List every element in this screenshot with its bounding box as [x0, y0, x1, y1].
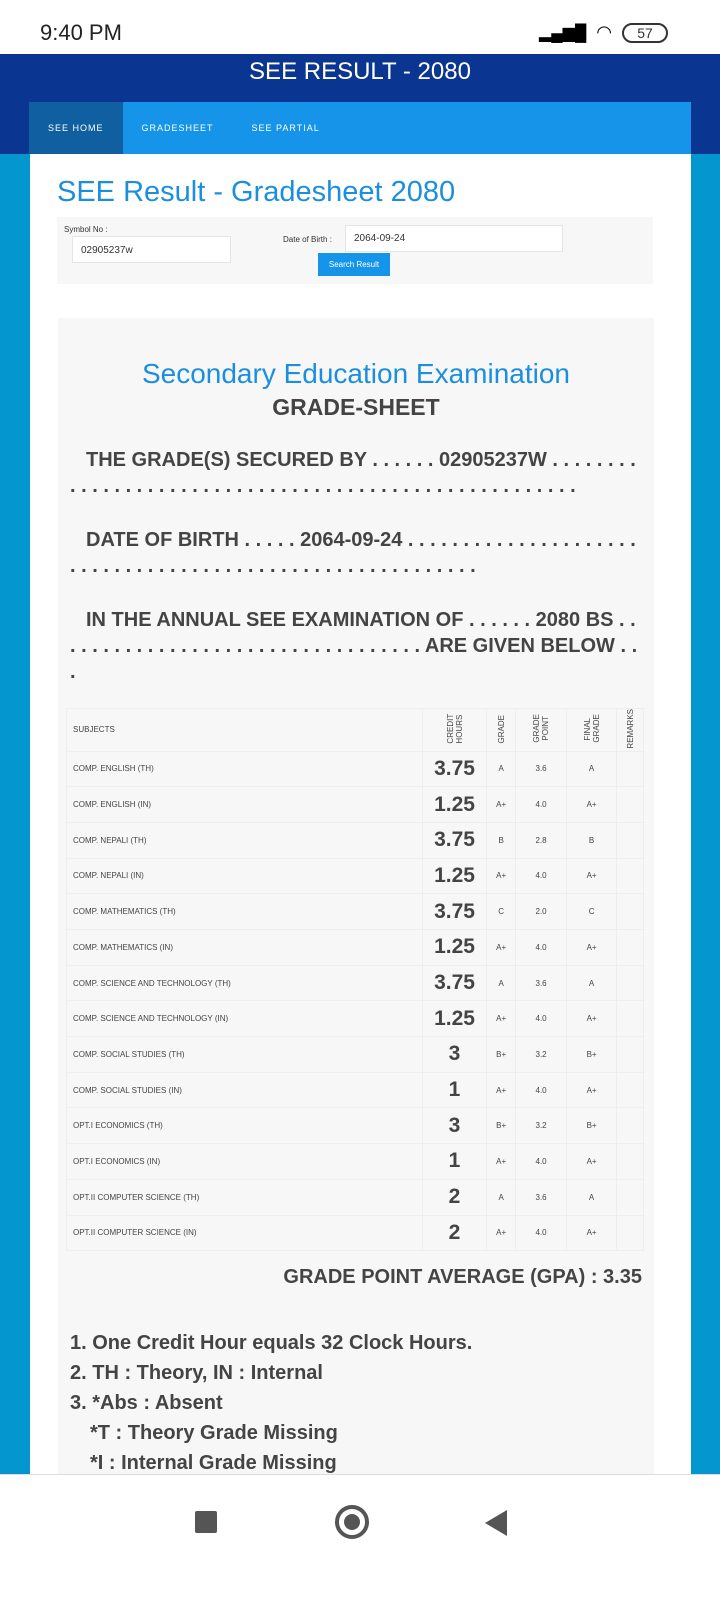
remarks-cell: [617, 1108, 644, 1144]
subject-cell: COMP. SOCIAL STUDIES (IN): [67, 1072, 423, 1108]
credit-hours-cell: 3.75: [423, 965, 487, 1001]
grade-cell: A+: [487, 858, 516, 894]
remarks-cell: [617, 1215, 644, 1251]
search-result-button[interactable]: Search Result: [318, 253, 390, 276]
grade-cell: B+: [487, 1108, 516, 1144]
table-row: [67, 894, 644, 930]
sheet-subtitle: GRADE-SHEET: [272, 394, 440, 420]
remarks-cell: [617, 1072, 644, 1108]
grade-point-cell: 2.0: [516, 894, 567, 930]
symbol-input[interactable]: 02905237w: [72, 236, 231, 263]
grade-point-cell: 4.0: [516, 1072, 567, 1108]
note: *T : Theory Grade Missing: [90, 1422, 338, 1444]
table-row: [67, 1037, 644, 1073]
grade-point-cell: 4.0: [516, 1001, 567, 1037]
final-grade-cell: A+: [566, 1215, 617, 1251]
grade-cell: A: [487, 751, 516, 787]
final-grade-cell: A: [566, 751, 617, 787]
table-row: [67, 930, 644, 966]
search-form: [57, 217, 653, 284]
page-title: SEE Result - Gradesheet 2080: [57, 176, 456, 208]
signal-icon: ▂▄▆█: [539, 24, 587, 42]
grade-point-cell: 3.6: [516, 751, 567, 787]
gpa: GRADE POINT AVERAGE (GPA) : 3.35: [283, 1266, 642, 1288]
dob-line: DATE OF BIRTH . . . . . 2064-09-24 . . . . . . . . . . . . . . . . . . . . . . . . . . . . . . . . . . . . . . . . . . . . . . . . . . . . . . . . . .: [70, 529, 636, 577]
nav-gradesheet[interactable]: GRADESHEET: [141, 123, 214, 133]
remarks-cell: [617, 1144, 644, 1180]
grade-point-cell: 4.0: [516, 1215, 567, 1251]
note: 3. *Abs : Absent: [70, 1392, 223, 1414]
final-grade-cell: A+: [566, 787, 617, 823]
recents-button[interactable]: [195, 1511, 217, 1533]
grade-cell: A: [487, 1179, 516, 1215]
subject-cell: OPT.II COMPUTER SCIENCE (TH): [67, 1179, 423, 1215]
table-row: [67, 1072, 644, 1108]
final-grade-cell: C: [566, 894, 617, 930]
remarks-cell: [617, 1001, 644, 1037]
grade-point-cell: 3.6: [516, 1179, 567, 1215]
nav-see-home[interactable]: SEE HOME: [29, 102, 123, 154]
grade-point-cell: 4.0: [516, 1144, 567, 1180]
subject-cell: COMP. ENGLISH (IN): [67, 787, 423, 823]
exam-line: IN THE ANNUAL SEE EXAMINATION OF . . . . . . 2080 BS . . . . . . . . . . . . . . . . . . . . . . . . . . . . . . . . . . ARE GIVEN BELOW . . .: [70, 609, 638, 683]
final-grade-cell: A+: [566, 1144, 617, 1180]
grade-point-cell: 3.2: [516, 1108, 567, 1144]
col-remarks: REMARKS: [625, 709, 635, 749]
remarks-cell: [617, 965, 644, 1001]
note: 2. TH : Theory, IN : Internal: [70, 1362, 323, 1384]
subject-cell: COMP. SOCIAL STUDIES (TH): [67, 1037, 423, 1073]
final-grade-cell: A: [566, 1179, 617, 1215]
notes: [70, 1328, 472, 1478]
credit-hours-cell: 3: [423, 1108, 487, 1144]
remarks-cell: [617, 751, 644, 787]
table-row: [67, 1215, 644, 1251]
grade-cell: C: [487, 894, 516, 930]
subject-cell: COMP. SCIENCE AND TECHNOLOGY (IN): [67, 1001, 423, 1037]
credit-hours-cell: 2: [423, 1215, 487, 1251]
subject-cell: OPT.I ECONOMICS (TH): [67, 1108, 423, 1144]
symbol-label: Symbol No :: [64, 225, 108, 234]
note: *I : Internal Grade Missing: [90, 1452, 337, 1474]
table-row: [67, 1001, 644, 1037]
subject-cell: OPT.II COMPUTER SCIENCE (IN): [67, 1215, 423, 1251]
remarks-cell: [617, 858, 644, 894]
subject-cell: COMP. ENGLISH (TH): [67, 751, 423, 787]
final-grade-cell: B+: [566, 1108, 617, 1144]
col-credit-hours: CREDIT HOURS: [445, 713, 464, 744]
remarks-cell: [617, 930, 644, 966]
back-button[interactable]: [485, 1510, 507, 1536]
grade-point-cell: 4.0: [516, 930, 567, 966]
grade-cell: B: [487, 822, 516, 858]
grade-cell: A+: [487, 930, 516, 966]
subject-cell: COMP. MATHEMATICS (TH): [67, 894, 423, 930]
col-subjects: SUBJECTS: [67, 709, 423, 752]
table-row: [67, 1179, 644, 1215]
grade-point-cell: 4.0: [516, 787, 567, 823]
final-grade-cell: B: [566, 822, 617, 858]
table-row: [67, 822, 644, 858]
remarks-cell: [617, 1037, 644, 1073]
col-final-grade: FINAL GRADE: [582, 714, 601, 744]
site-title: SEE RESULT - 2080: [249, 58, 471, 85]
remarks-cell: [617, 822, 644, 858]
grade-point-cell: 3.2: [516, 1037, 567, 1073]
secured-by-line: THE GRADE(S) SECURED BY . . . . . . 02905237W . . . . . . . . . . . . . . . . . . . . . . . . . . . . . . . . . . . . . . . . . . . . . . . . . . . . . .: [70, 449, 636, 497]
dob-label: Date of Birth :: [283, 235, 332, 244]
status-bar: [0, 0, 720, 54]
grade-cell: A+: [487, 1215, 516, 1251]
grade-point-cell: 2.8: [516, 822, 567, 858]
remarks-cell: [617, 894, 644, 930]
col-grade-point: GRADE POINT: [532, 714, 551, 744]
final-grade-cell: A+: [566, 1001, 617, 1037]
remarks-cell: [617, 787, 644, 823]
credit-hours-cell: 3.75: [423, 751, 487, 787]
grade-cell: A+: [487, 1144, 516, 1180]
grade-cell: A+: [487, 1001, 516, 1037]
credit-hours-cell: 3.75: [423, 822, 487, 858]
table-row: [67, 787, 644, 823]
table-row: [67, 1108, 644, 1144]
android-nav-bar: [0, 1474, 720, 1600]
table-row: [67, 751, 644, 787]
nav-see-partial[interactable]: SEE PARTIAL: [251, 123, 320, 133]
final-grade-cell: A+: [566, 930, 617, 966]
wifi-icon: ◠: [596, 22, 612, 42]
grade-cell: A: [487, 965, 516, 1001]
credit-hours-cell: 1.25: [423, 930, 487, 966]
credit-hours-cell: 1: [423, 1144, 487, 1180]
grade-cell: A+: [487, 787, 516, 823]
final-grade-cell: A: [566, 965, 617, 1001]
dob-input[interactable]: 2064-09-24: [345, 225, 563, 252]
credit-hours-cell: 1.25: [423, 858, 487, 894]
content-card: [30, 154, 691, 1504]
clock: 9:40 PM: [40, 20, 122, 45]
grade-sheet: [58, 318, 654, 1508]
col-grade: GRADE: [496, 714, 506, 743]
credit-hours-cell: 2: [423, 1179, 487, 1215]
grade-point-cell: 3.6: [516, 965, 567, 1001]
credit-hours-cell: 1.25: [423, 1001, 487, 1037]
grade-cell: A+: [487, 1072, 516, 1108]
sheet-title: Secondary Education Examination: [141, 358, 571, 389]
subject-cell: COMP. MATHEMATICS (IN): [67, 930, 423, 966]
grades-table: [66, 708, 644, 1251]
remarks-cell: [617, 1179, 644, 1215]
table-row: [67, 858, 644, 894]
subject-cell: COMP. NEPALI (TH): [67, 822, 423, 858]
table-row: [67, 1144, 644, 1180]
table-row: [67, 965, 644, 1001]
credit-hours-cell: 1: [423, 1072, 487, 1108]
credit-hours-cell: 3.75: [423, 894, 487, 930]
battery-icon: 57: [622, 23, 668, 43]
credit-hours-cell: 1.25: [423, 787, 487, 823]
subject-cell: COMP. NEPALI (IN): [67, 858, 423, 894]
home-button[interactable]: [335, 1505, 369, 1539]
note: 1. One Credit Hour equals 32 Clock Hours.: [70, 1332, 473, 1354]
grade-point-cell: 4.0: [516, 858, 567, 894]
credit-hours-cell: 3: [423, 1037, 487, 1073]
main-nav: [29, 102, 691, 154]
final-grade-cell: A+: [566, 1072, 617, 1108]
subject-cell: OPT.I ECONOMICS (IN): [67, 1144, 423, 1180]
final-grade-cell: A+: [566, 858, 617, 894]
subject-cell: COMP. SCIENCE AND TECHNOLOGY (TH): [67, 965, 423, 1001]
final-grade-cell: B+: [566, 1037, 617, 1073]
grade-cell: B+: [487, 1037, 516, 1073]
